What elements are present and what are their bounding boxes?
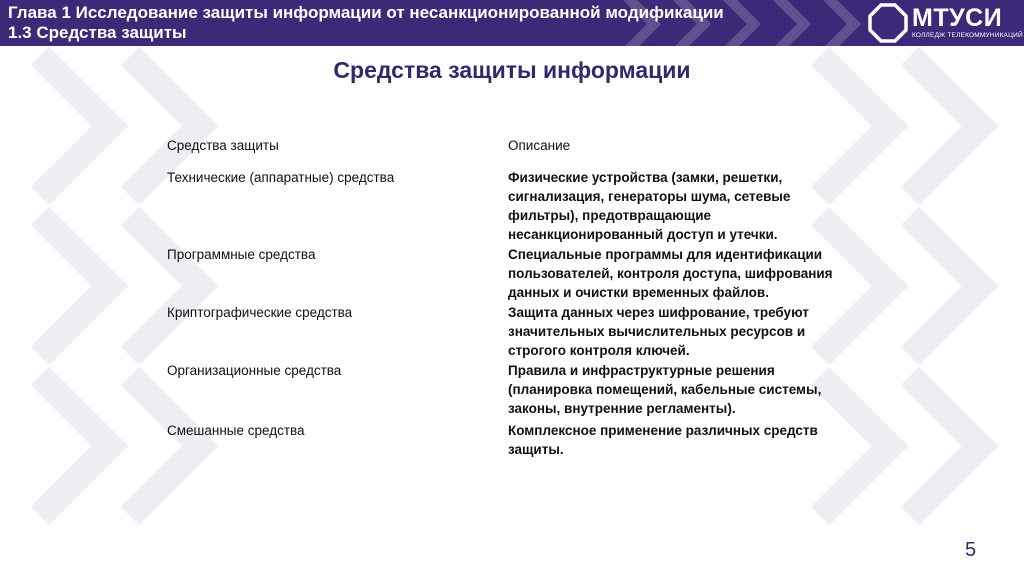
row-name: Криптографические средства xyxy=(167,305,353,320)
row-name: Программные средства xyxy=(167,247,316,262)
chapter-heading xyxy=(8,3,724,23)
row-name: Организационные средства xyxy=(167,363,342,378)
row-description: Защита данных через шифрование, требуют значительных вычислительных ресурсов и строгого контроля ключей. xyxy=(508,305,809,358)
protection-means-table xyxy=(167,136,867,459)
logo-name: МТУСИ xyxy=(912,4,1003,32)
row-description: Правила и инфраструктурные решения (планировка помещений, кабельные системы, законы, внутренние регламенты). xyxy=(508,363,822,416)
table-row xyxy=(167,245,867,302)
table-row xyxy=(167,303,867,360)
chapter-prefix: Глава 1 xyxy=(8,3,71,22)
section-heading: 1.3 Средства защиты xyxy=(8,23,187,42)
row-description: Специальные программы для идентификации пользователей, контроля доступа, шифрования данных и очистки временных файлов. xyxy=(508,247,833,300)
row-name: Технические (аппаратные) средства xyxy=(167,170,395,185)
column-header-means: Средства защиты xyxy=(167,138,279,153)
table-row xyxy=(167,421,867,459)
table-header-row xyxy=(167,136,867,155)
header-bar xyxy=(0,0,1024,46)
row-description: Комплексное применение различных средств защиты. xyxy=(508,423,818,457)
slide-title: Средства защиты информации xyxy=(333,57,691,83)
logo-subtitle: КОЛЛЕДЖ ТЕЛЕКОММУНИКАЦИЙ xyxy=(912,32,1023,39)
row-description: Физические устройства (замки, решетки, сигнализация, генераторы шума, сетевые фильтры), предотвращающие несанкционированный доступ и утечки. xyxy=(508,170,791,242)
mtuci-logo xyxy=(868,2,1023,44)
table-row xyxy=(167,361,867,418)
row-name: Смешанные средства xyxy=(167,423,305,438)
column-header-description: Описание xyxy=(508,138,571,153)
table-row xyxy=(167,168,867,244)
octagon-logo-icon xyxy=(868,3,908,43)
chapter-title: Исследование защиты информации от несанкционированной модификации xyxy=(70,3,724,22)
page-number: 5 xyxy=(965,539,977,561)
